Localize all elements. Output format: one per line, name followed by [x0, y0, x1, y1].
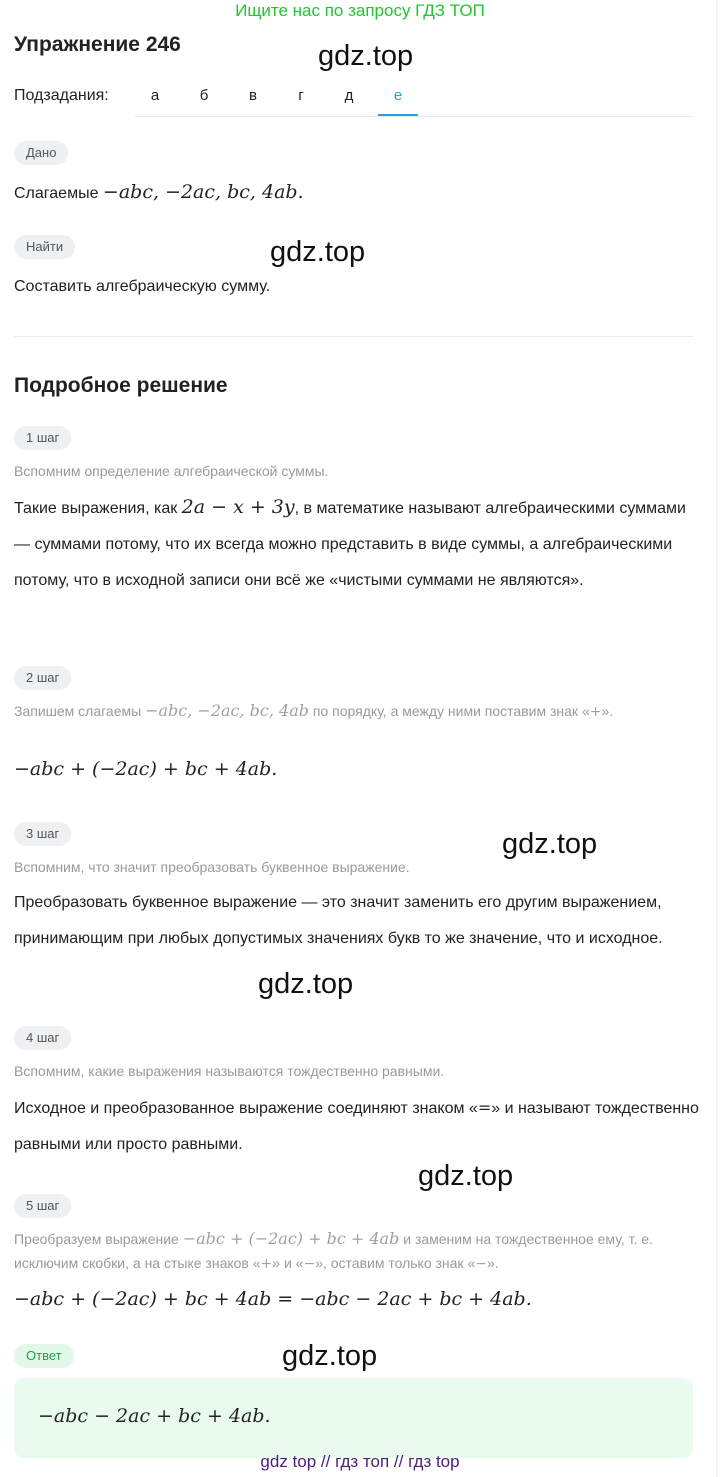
- find-text: Составить алгебраическую сумму.: [14, 278, 271, 295]
- step-2-hint-b: по порядку, а между ними поставим знак «: [312, 703, 590, 719]
- step-5-hint-e: ».: [486, 1255, 499, 1271]
- watermark: gdz.top: [318, 40, 414, 72]
- step-2-hint: [14, 699, 704, 724]
- given-lead: Слагаемые: [14, 185, 99, 202]
- step-5-equation: −abc + (−2ac) + bc + 4ab = −abc − 2ac + bc + 4ab.: [14, 1288, 532, 1310]
- step-2-equation: −abc + (−2ac) + bc + 4ab.: [14, 758, 278, 780]
- step-2-pill: 2 шаг: [14, 666, 71, 690]
- given-text: [14, 180, 704, 206]
- step-3-text: Преобразовать буквенное выражение — это значит заменить его другим выражением, принимающим при любых допустимых значениях букв то же значение, что и исходное.: [14, 894, 663, 947]
- step-3-hint: Вспомним, что значит преобразовать буквенное выражение.: [14, 859, 410, 875]
- step-5-hint-plus: +: [260, 1256, 273, 1272]
- step-5-hint-b: и заменим на тождественное ему, т. е. исключим скобки, а на стыке знаков «: [14, 1231, 653, 1271]
- watermark: gdz.top: [282, 1340, 378, 1372]
- step-4-text-a: Исходное и преобразованное выражение соединяют знаком «: [14, 1100, 478, 1117]
- step-4-sign: =: [477, 1098, 492, 1117]
- watermark: gdz.top: [418, 1160, 514, 1192]
- given-pill: Дано: [14, 141, 68, 165]
- tab-e[interactable]: е: [378, 80, 418, 116]
- step-1-text-a: Такие выражения, как: [14, 500, 178, 517]
- tab-a[interactable]: а: [150, 87, 160, 104]
- tab-d[interactable]: д: [344, 87, 354, 104]
- section-divider: [14, 336, 694, 337]
- step-5-hint: [14, 1227, 704, 1276]
- step-1-math: 2a − x + 3y: [181, 496, 295, 518]
- step-4-text-b: » и называют тождественно равными или просто равными.: [14, 1100, 699, 1153]
- watermark: gdz.top: [258, 968, 354, 1000]
- step-5-pill: 5 шаг: [14, 1194, 71, 1218]
- tab-b[interactable]: б: [199, 87, 209, 104]
- watermark: gdz.top: [502, 828, 598, 860]
- step-3-pill: 3 шаг: [14, 822, 71, 846]
- subtask-tabs: [135, 80, 693, 117]
- step-5-hint-c: » и «: [272, 1255, 304, 1271]
- step-5-hint-d: », оставим только знак «: [315, 1255, 476, 1271]
- step-1-pill: 1 шаг: [14, 426, 71, 450]
- step-5-hint-minus: −: [303, 1256, 316, 1272]
- step-4-pill: 4 шаг: [14, 1026, 71, 1050]
- step-4-text: [14, 1090, 704, 1163]
- step-2-hint-math: −abc, −2ac, bc, 4ab: [145, 701, 310, 720]
- step-5-hint-math: −abc + (−2ac) + bc + 4ab: [182, 1229, 400, 1248]
- step-2-hint-a: Запишем слагаемы: [14, 703, 142, 719]
- promo-banner[interactable]: Ищите нас по запросу ГДЗ ТОП: [235, 1, 485, 20]
- step-1-text: [14, 489, 704, 599]
- step-5-hint-minus-2: −: [475, 1256, 487, 1272]
- exercise-title: Упражнение 246: [14, 33, 181, 56]
- footer-links[interactable]: gdz top // гдз топ // гдз top: [260, 1452, 460, 1471]
- watermark: gdz.top: [270, 236, 366, 268]
- step-2-hint-c: ».: [601, 703, 614, 719]
- tab-v[interactable]: в: [249, 87, 257, 104]
- given-expression: −abc, −2ac, bc, 4ab.: [102, 181, 304, 203]
- answer-pill: Ответ: [14, 1344, 74, 1368]
- step-4-hint: Вспомним, какие выражения называются тождественно равными.: [14, 1063, 445, 1079]
- solution-title: Подробное решение: [14, 374, 228, 397]
- step-5-hint-a: Преобразуем выражение: [14, 1231, 179, 1247]
- step-1-hint: Вспомним определение алгебраической суммы.: [14, 463, 329, 479]
- tab-g[interactable]: г: [298, 87, 304, 104]
- answer-expression: −abc − 2ac + bc + 4ab.: [38, 1405, 271, 1427]
- find-pill: Найти: [14, 235, 75, 259]
- step-2-hint-sign: +: [589, 704, 602, 720]
- page-edge-line: [716, 0, 718, 1477]
- subtasks-label: Подзадания:: [14, 87, 109, 104]
- step-1-text-b: , в математике называют алгебраическими суммами — суммами потому, что их всегда можно представить в виде суммы, а алгебраическими потому, что в исходной записи они всё же «чистыми суммами не являются».: [14, 500, 686, 589]
